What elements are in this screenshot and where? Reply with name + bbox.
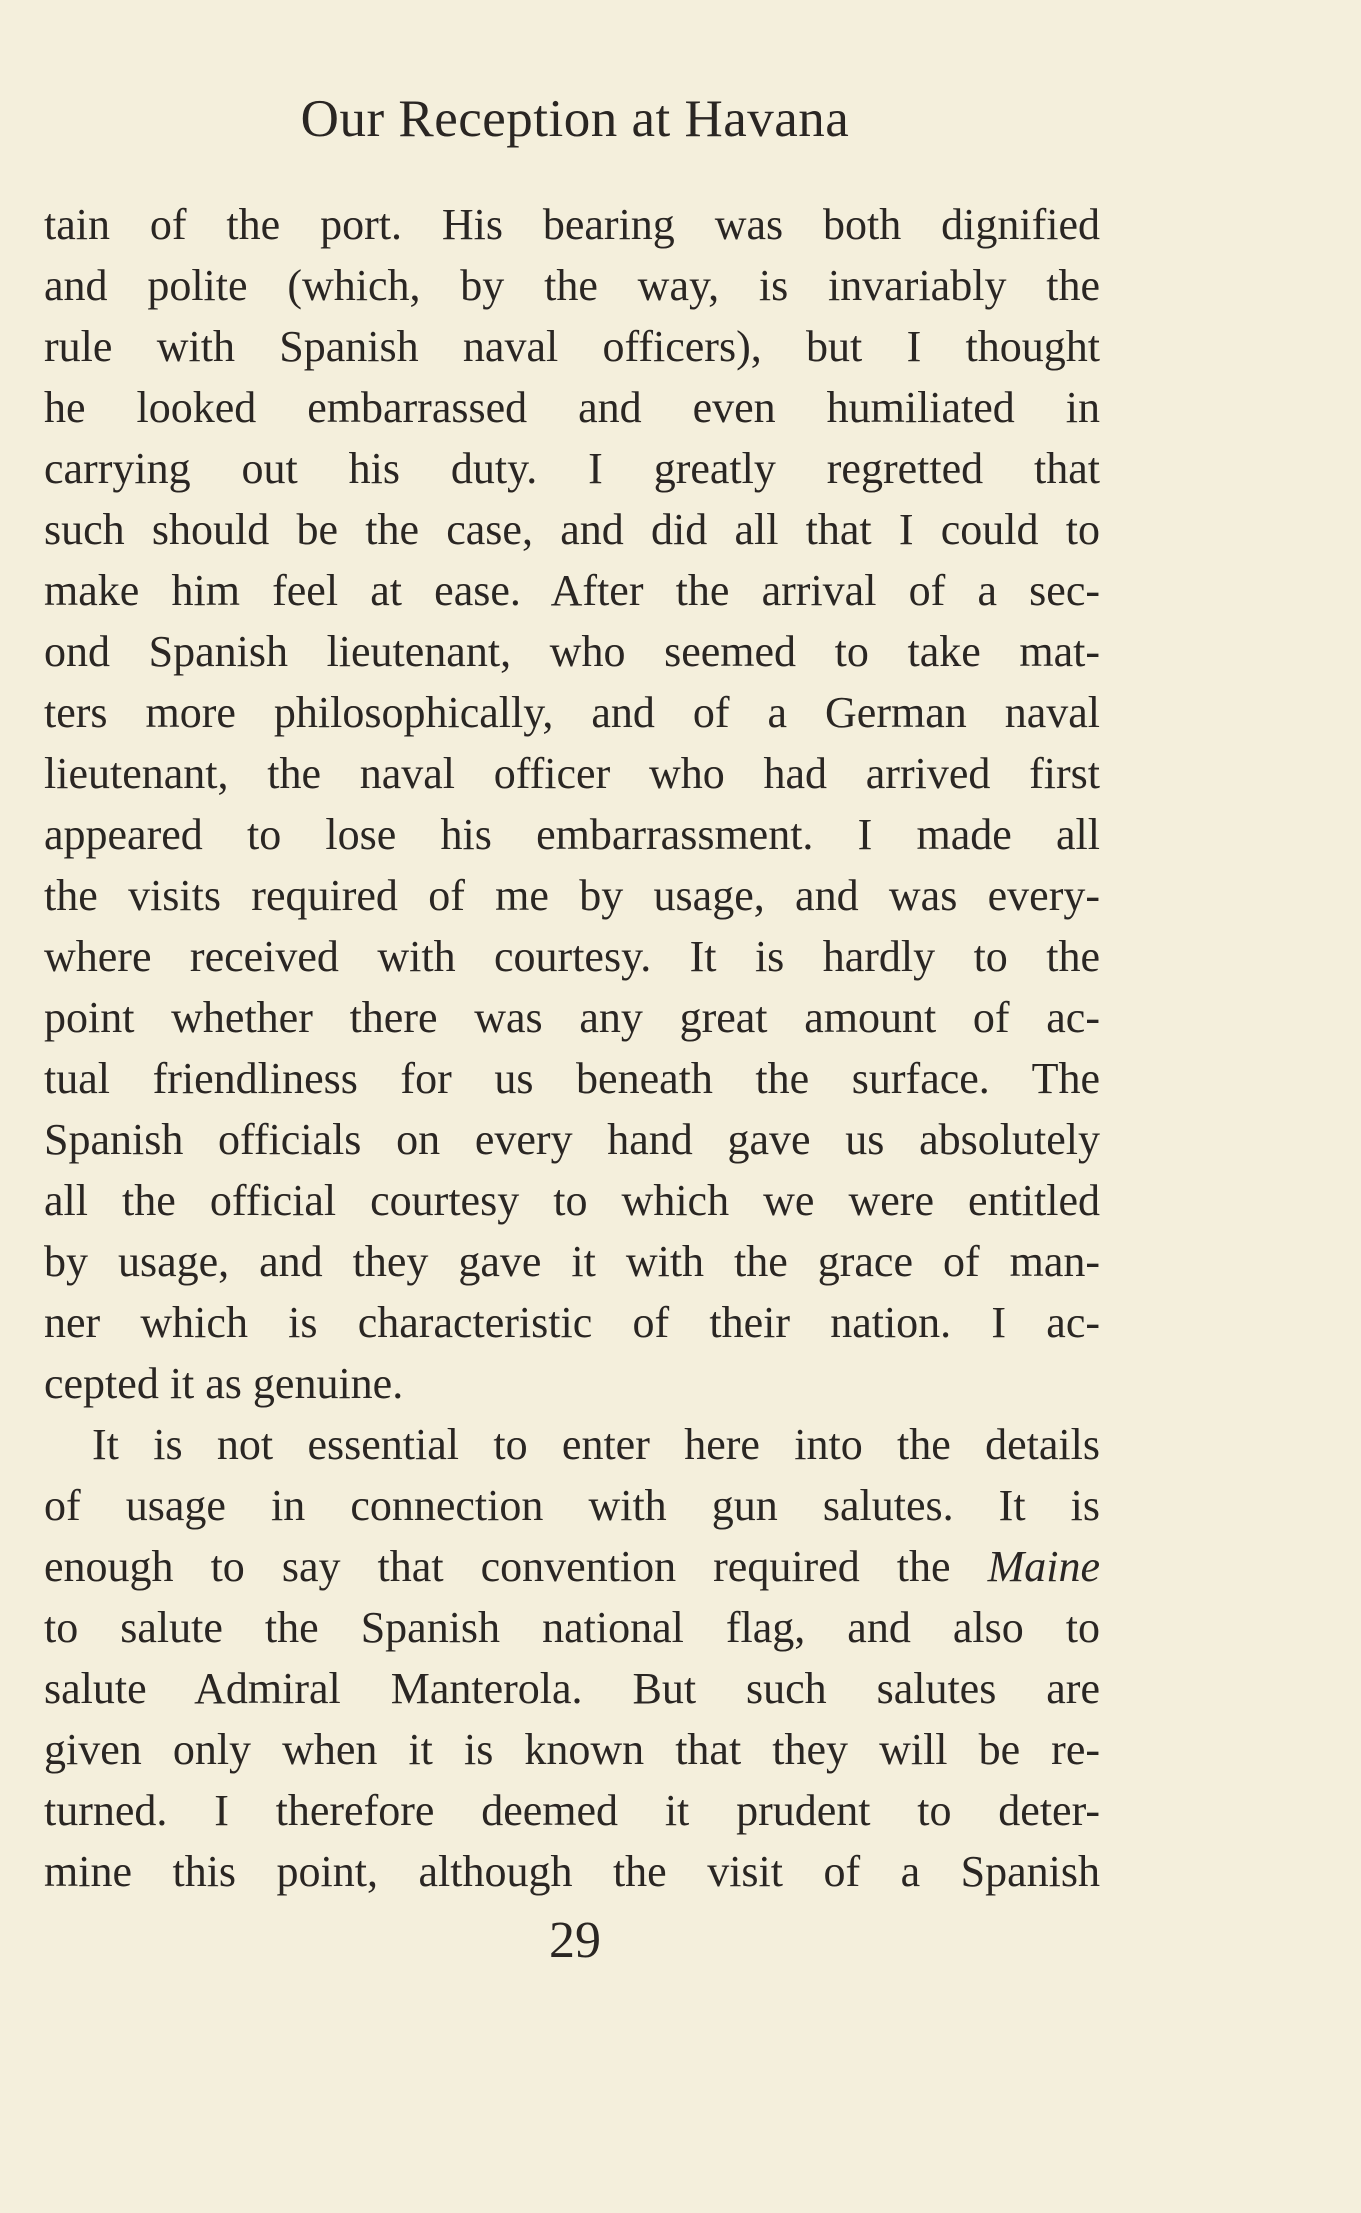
text-line: rule with Spanish naval officers), but I thought [44,322,1100,371]
paragraph-1 [44,194,1100,1414]
text-line: turned. I therefore deemed it prudent to deter- [44,1786,1100,1835]
text-segment: enough to say that convention required the [44,1542,951,1591]
text-line: appeared to lose his embarrassment. I made all [44,810,1100,859]
text-line: where received with courtesy. It is hardly to the [44,932,1100,981]
text-line-with-ship-name [44,1536,1100,1597]
text-line: the visits required of me by usage, and was every- [44,871,1100,920]
text-line: Spanish officials on every hand gave us absolutely [44,1115,1100,1164]
text-line: lieutenant, the naval officer who had arrived first [44,749,1100,798]
body-text [44,194,1100,1902]
text-line: to salute the Spanish national flag, and also to [44,1603,1100,1652]
text-line: make him feel at ease. After the arrival of a sec- [44,566,1100,615]
text-line: tain of the port. His bearing was both dignified [44,200,1100,249]
paragraph-2 [44,1414,1100,1902]
text-line: of usage in connection with gun salutes. It is [44,1481,1100,1530]
text-line: ters more philosophically, and of a German naval [44,688,1100,737]
text-line: given only when it is known that they will be re- [44,1725,1100,1774]
text-line: mine this point, although the visit of a Spanish [44,1847,1100,1896]
text-line: ond Spanish lieutenant, who seemed to take mat- [44,627,1100,676]
text-line: tual friendliness for us beneath the surface. The [44,1054,1100,1103]
text-line: and polite (which, by the way, is invariably the [44,261,1100,310]
running-title: Our Reception at Havana [300,90,850,148]
text-line: point whether there was any great amount of ac- [44,993,1100,1042]
text-line: cepted it as genuine. [44,1359,404,1408]
text-line: by usage, and they gave it with the grace of man- [44,1237,1100,1286]
text-line: ner which is characteristic of their nation. I ac- [44,1298,1100,1347]
text-line: salute Admiral Manterola. But such salutes are [44,1664,1100,1713]
text-line: It is not essential to enter here into the details [92,1420,1100,1469]
page-number: 29 [549,1912,601,1969]
text-line: such should be the case, and did all that I could to [44,505,1100,554]
text-line: carrying out his duty. I greatly regretted that [44,444,1100,493]
ship-name: Maine [987,1542,1101,1591]
text-line: he looked embarrassed and even humiliated in [44,383,1100,432]
text-line: all the official courtesy to which we were entitled [44,1176,1100,1225]
